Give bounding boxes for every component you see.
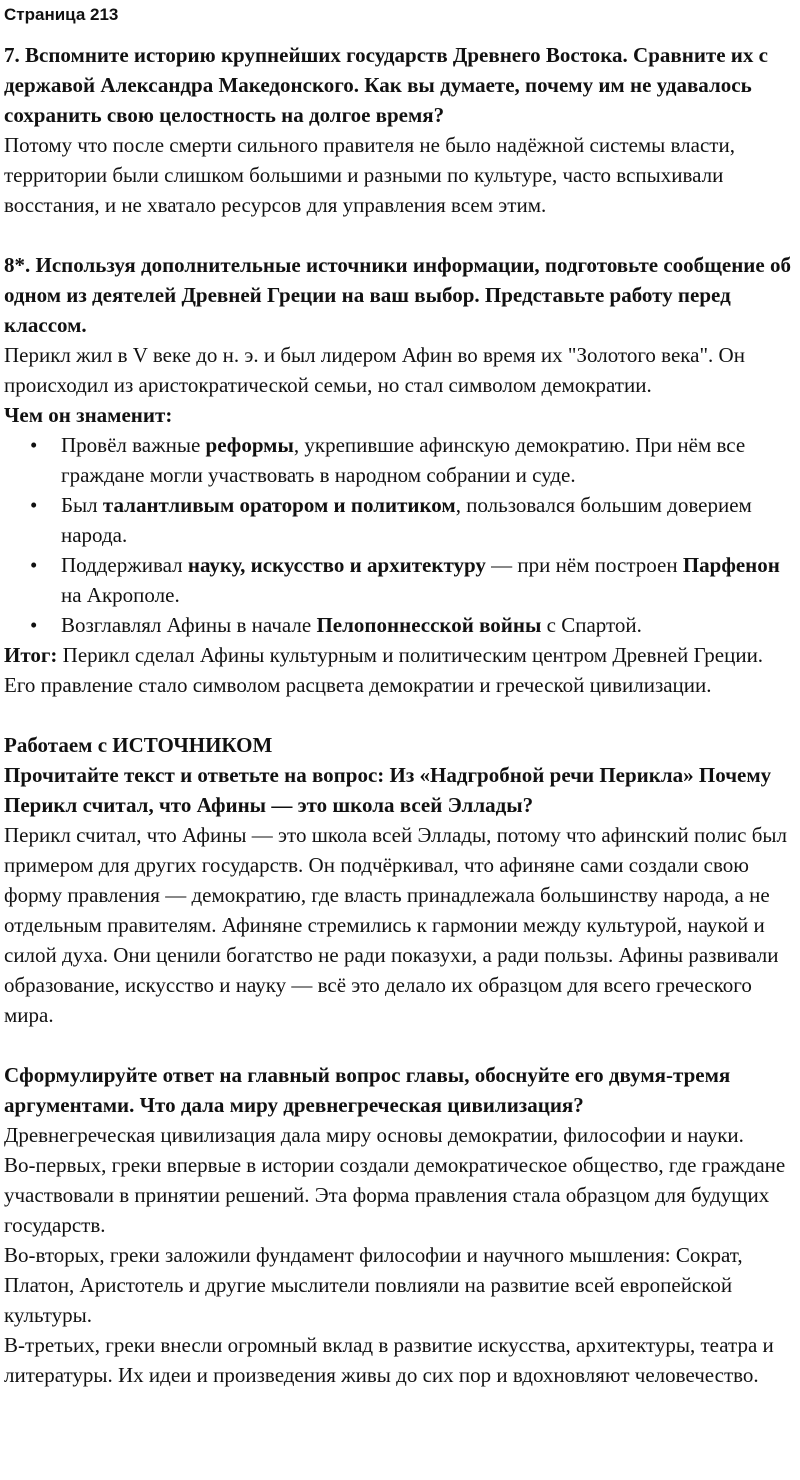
list-item-text: с Спартой.: [541, 613, 642, 637]
main-question-section: [4, 1060, 794, 1390]
list-item: [4, 610, 794, 640]
question-8-section: [4, 250, 794, 700]
list-item-emphasis: науку, искусство и архитектуру: [187, 553, 486, 577]
answer-7: Потому что после смерти сильного правителя не было надёжной системы власти, территории были слишком большими и разными по культуре, часто вспыхивали восстания, и не хватало ресурсов для управления всем этим.: [4, 133, 735, 217]
bullet-icon: •: [30, 493, 38, 517]
list-item-text: — при нём построен: [485, 553, 683, 577]
main-answer-paragraph: Древнегреческая цивилизация дала миру основы демократии, философии и науки.: [4, 1123, 744, 1147]
list-item-text: Был: [61, 493, 103, 517]
list-item-text: , пользовался большим доверием народа.: [61, 493, 752, 547]
bullet-icon: •: [30, 553, 38, 577]
summary: [4, 640, 794, 700]
list-item-text: , укрепившие афинскую демократию. При нём все граждане могли участвовать в народном собрании и суде.: [61, 433, 746, 487]
list-item: [4, 430, 794, 490]
list-item-emphasis: Пелопоннесской войны: [316, 613, 542, 637]
list-item-text: Поддерживал: [61, 553, 188, 577]
question-7: 7. Вспомните историю крупнейших государств Древнего Востока. Сравните их с державой Александра Македонского. Как вы думаете, почему им не удавалось сохранить свою целостность на долгое время?: [4, 43, 768, 127]
question-7-section: [4, 40, 794, 220]
bullet-icon: •: [30, 433, 38, 457]
source-heading: Работаем с ИСТОЧНИКОМ: [4, 733, 273, 757]
list-item-emphasis: Парфенон: [682, 553, 780, 577]
question-8: 8*. Используя дополнительные источники информации, подготовьте сообщение об одном из деятелей Древней Греции на ваш выбор. Представьте работу перед классом.: [4, 253, 791, 337]
list-item-text: Провёл важные: [61, 433, 206, 457]
main-question: Сформулируйте ответ на главный вопрос главы, обоснуйте его двумя-тремя аргументами. Что дала миру древнегреческая цивилизация?: [4, 1063, 731, 1117]
list-item-emphasis: талантливым оратором и политиком: [102, 493, 456, 517]
main-answer-paragraph: В-третьих, греки внесли огромный вклад в развитие искусства, архитектуры, театра и литературы. Их идеи и произведения живы до сих пор и вдохновляют человечество.: [4, 1333, 774, 1387]
main-answer-paragraph: Во-вторых, греки заложили фундамент философии и научного мышления: Сократ, Платон, Аристотель и другие мыслители повлияли на развитие всей европейской культуры.: [4, 1243, 743, 1327]
bullet-icon: •: [30, 613, 38, 637]
main-answer-paragraph: Во-первых, греки впервые в истории создали демократическое общество, где граждане участвовали в принятии решений. Эта форма правления стала образцом для будущих государств.: [4, 1153, 786, 1237]
source-section: [4, 730, 794, 1030]
source-question: Прочитайте текст и ответьте на вопрос: Из «Надгробной речи Перикла» Почему Перикл считал, что Афины — это школа всей Эллады?: [4, 763, 772, 817]
list-item: [4, 490, 794, 550]
summary-text: Перикл сделал Афины культурным и политическим центром Древней Греции. Его правление стало символом расцвета демократии и греческой цивилизации.: [4, 643, 764, 697]
list-item-emphasis: реформы: [205, 433, 294, 457]
source-answer: Перикл считал, что Афины — это школа всей Эллады, потому что афинский полис был примером для других государств. Он подчёркивал, что афиняне сами создали свою форму правления — демократию, где власть принадлежала большинству народа, а не отдельным правителям. Афиняне стремились к гармонии между культурой, наукой и силой духа. Они ценили богатство не ради показухи, а ради пользы. Афины развивали образование, искусство и науку — всё это делало их образцом для всего греческого мира.: [4, 823, 788, 1027]
page-title: Страница 213: [4, 5, 119, 24]
answer-8-intro: Перикл жил в V веке до н. э. и был лидером Афин во время их "Золотого века". Он происходил из аристократической семьи, но стал символом демократии.: [4, 343, 745, 397]
famous-label: Чем он знаменит:: [4, 403, 173, 427]
list-item-text: на Акрополе.: [61, 583, 180, 607]
list-item-text: Возглавлял Афины в начале: [61, 613, 317, 637]
achievements-list: [4, 430, 794, 640]
summary-label: Итог:: [4, 643, 58, 667]
list-item: [4, 550, 794, 610]
